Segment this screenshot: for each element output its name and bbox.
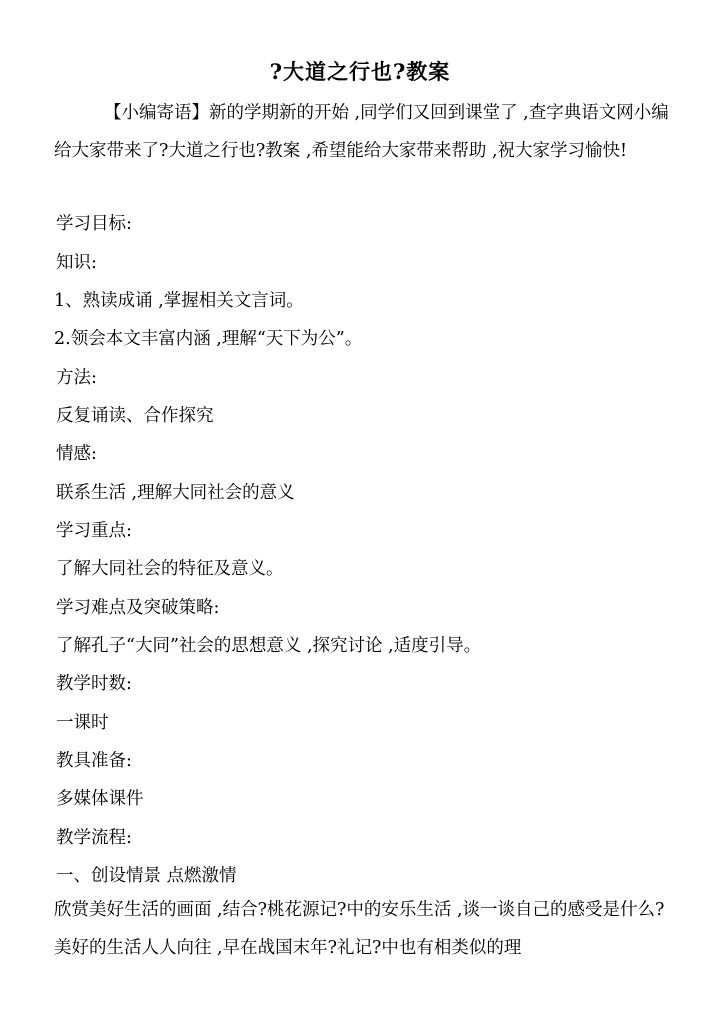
- method-text: 反复诵读、合作探究: [56, 406, 214, 426]
- teaching-aids-text: 多媒体课件: [56, 789, 144, 809]
- knowledge-item-2: 2.领会本文丰富内涵 ,理解“天下为公”。: [54, 329, 363, 349]
- class-hours-text: 一课时: [56, 713, 109, 733]
- knowledge-item-1: 1、熟读成诵 ,掌握相关文言词。: [54, 291, 304, 311]
- heading-teaching-aids: 教具准备:: [56, 751, 132, 771]
- difficulties-text: 了解孔子“大同”社会的思想意义 ,探究讨论 ,适度引导。: [56, 636, 482, 656]
- heading-difficulties: 学习难点及突破策略:: [56, 598, 220, 618]
- emotion-text: 联系生活 ,理解大同社会的意义: [56, 483, 295, 503]
- intro-tag: 【小编寄语】: [104, 103, 209, 123]
- heading-method: 方法:: [56, 368, 97, 388]
- heading-teaching-process: 教学流程:: [56, 828, 132, 848]
- heading-class-hours: 教学时数:: [56, 674, 132, 694]
- heading-key-points: 学习重点:: [56, 521, 132, 541]
- heading-emotion: 情感:: [56, 444, 97, 464]
- intro-text: 新的学期新的开始 ,同学们又回到课堂了 ,查字典语文网小编给大家带来了?大道之行也?教案 ,希望能给大家带来帮助 ,祝大家学习愉快!: [54, 103, 669, 161]
- process-step-1: 一、创设情景 点燃激情: [56, 866, 237, 886]
- closing-paragraph: 欣赏美好生活的画面 ,结合?桃花源记?中的安乐生活 ,谈一谈自己的感受是什么?美好的生活人人向往 ,早在战国末年?礼记?中也有相类似的理: [54, 900, 665, 958]
- document-title: ?大道之行也?教案: [269, 59, 451, 84]
- heading-knowledge: 知识:: [56, 253, 97, 273]
- intro-paragraph: [54, 94, 672, 170]
- heading-learning-goals: 学习目标:: [56, 214, 132, 234]
- key-points-text: 了解大同社会的特征及意义。: [56, 559, 284, 579]
